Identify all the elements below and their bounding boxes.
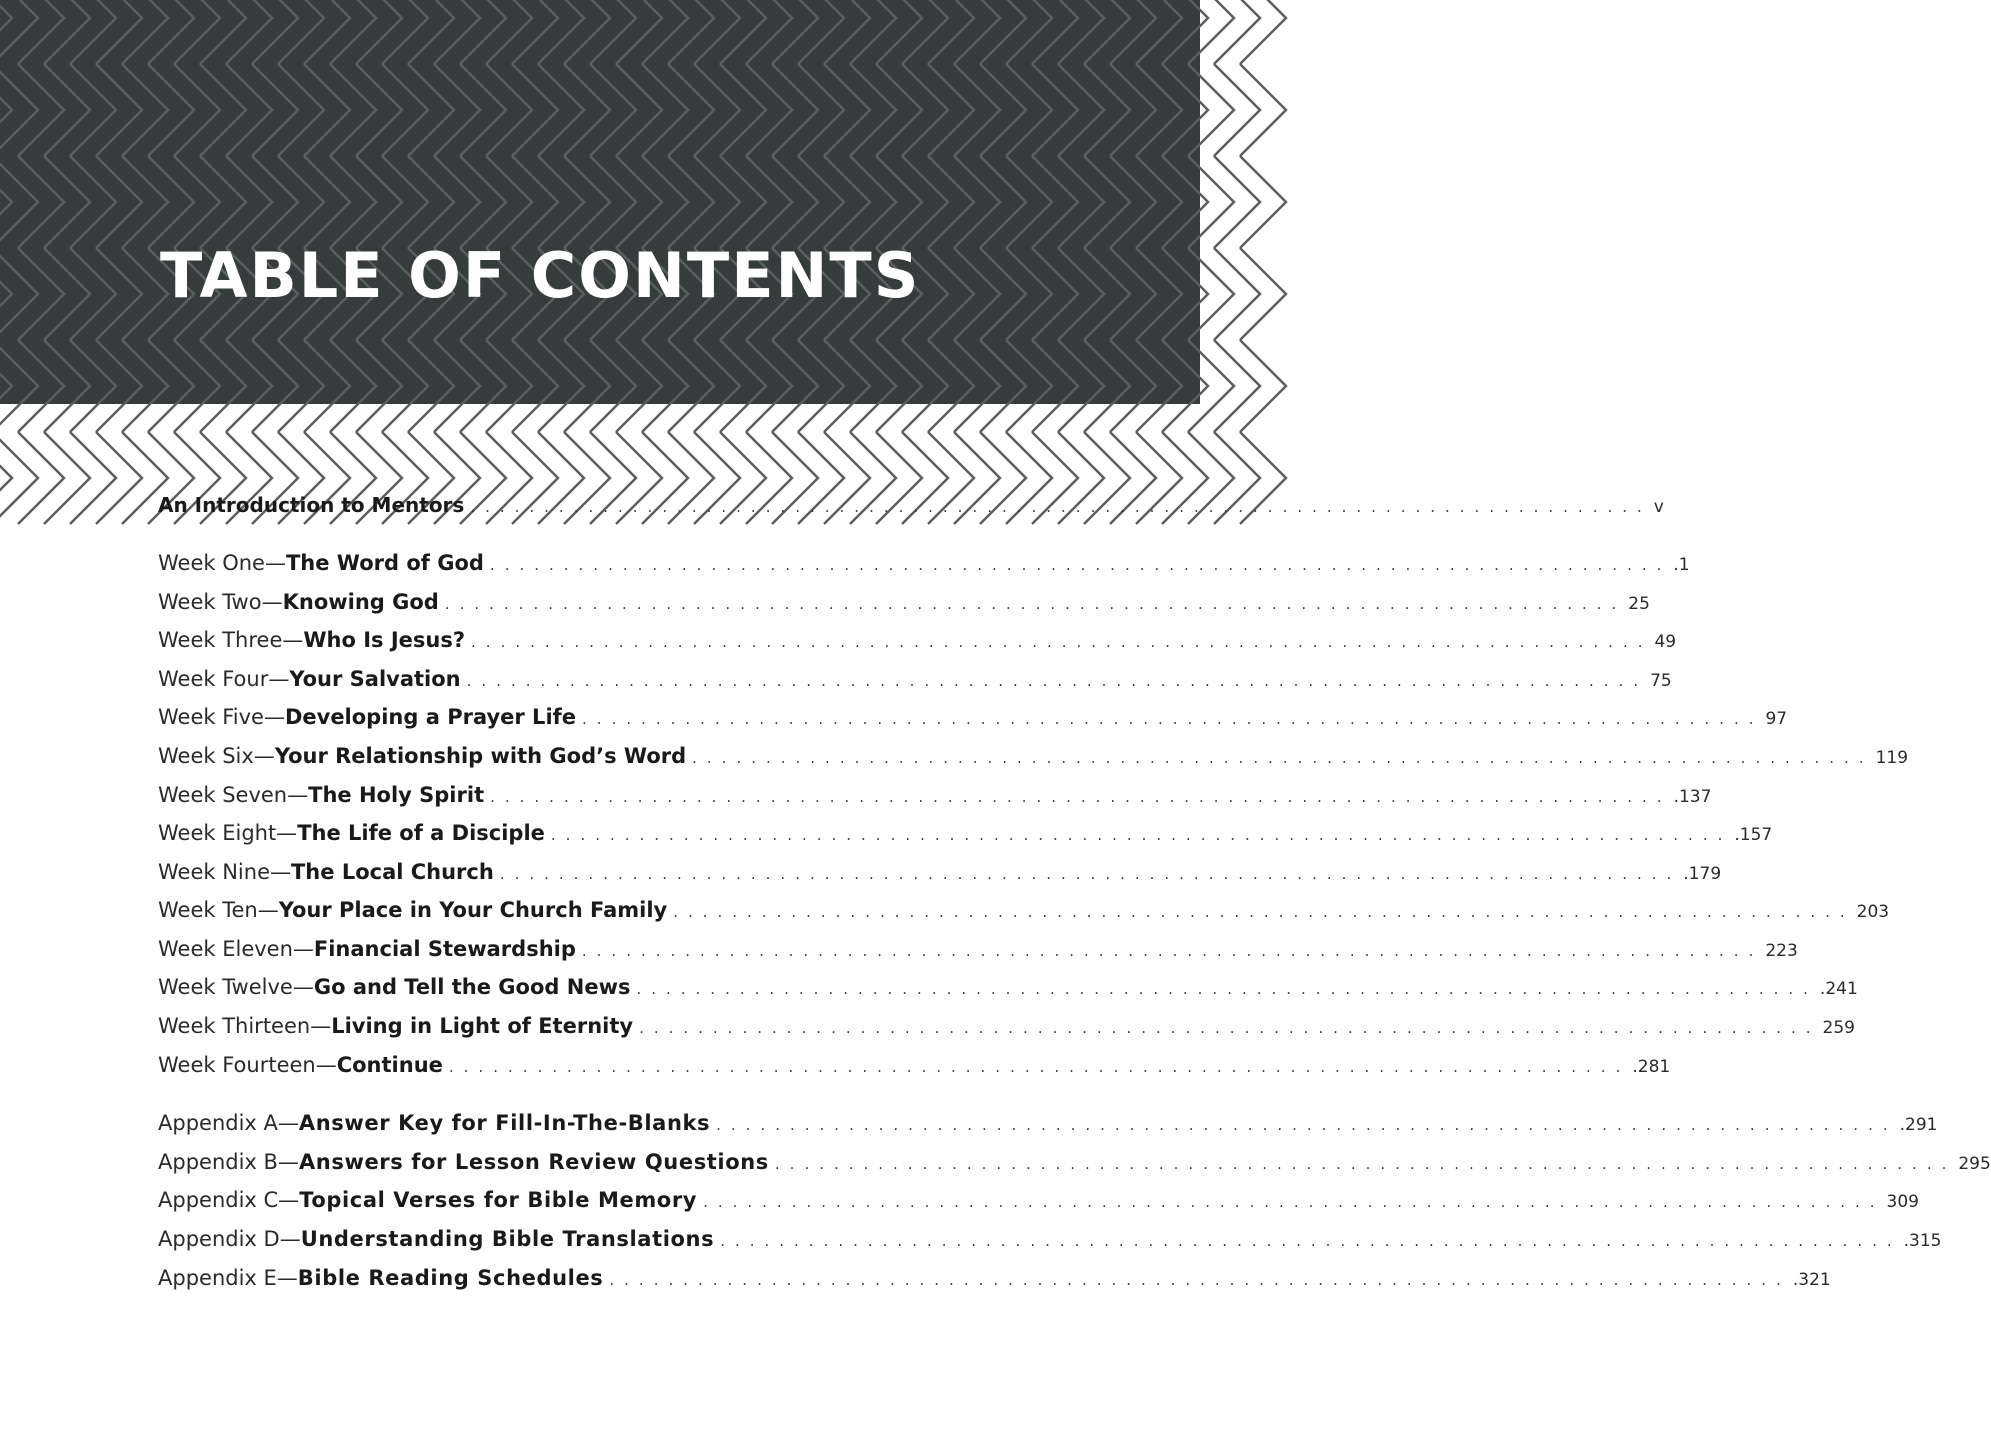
toc-entry-week[interactable]	[158, 895, 1890, 925]
toc-entry-week[interactable]	[158, 972, 1858, 1002]
dot-leader: ................................................................................	[609, 1271, 1791, 1289]
herringbone-pattern	[0, 0, 1200, 404]
toc-page-number: .137	[1673, 787, 1712, 807]
toc-entry-label	[158, 934, 576, 964]
dot-leader: ................................................................................	[716, 1116, 1898, 1134]
toc-entry-prefix: Week Five—	[158, 705, 285, 729]
header-banner	[0, 0, 1200, 404]
toc-entry-title: Knowing God	[282, 590, 439, 614]
toc-page-number: .241	[1819, 979, 1858, 999]
dot-leader: ................................................................................	[490, 788, 1672, 806]
toc-entry-prefix: Week Fourteen—	[158, 1053, 337, 1077]
toc-entry-label	[158, 1050, 443, 1080]
toc-entry-prefix: Appendix E—	[158, 1266, 298, 1290]
toc-entry-label	[158, 1263, 603, 1293]
toc-entry-label	[158, 702, 576, 732]
dot-leader: ................................................................................	[550, 826, 1733, 844]
toc-entry-week[interactable]	[158, 702, 1788, 732]
toc-entry-prefix: Appendix C—	[158, 1188, 300, 1212]
toc-entry-label	[158, 587, 439, 617]
toc-entry-label	[158, 548, 484, 578]
toc-page-number: .179	[1683, 864, 1722, 884]
toc-entry-title: Topical Verses for Bible Memory	[299, 1188, 698, 1212]
toc-page-number: .157	[1734, 825, 1773, 845]
toc-entry-title: Your Salvation	[289, 667, 461, 691]
toc-entry-prefix: Week Three—	[158, 628, 304, 652]
toc-entry-title: Your Place in Your Church Family	[278, 898, 668, 922]
toc-entry-week[interactable]	[158, 1050, 1671, 1080]
toc-entry-title: An Introduction to Mentors	[158, 493, 465, 517]
toc-entry-prefix: Week Seven—	[158, 783, 309, 807]
toc-page-number: .315	[1903, 1231, 1942, 1251]
toc-entry-label	[158, 1108, 710, 1138]
toc-page-number: 203	[1856, 902, 1890, 922]
toc-entry-title: Continue	[336, 1053, 443, 1077]
dot-leader: ................................................................................	[636, 980, 1818, 998]
toc-page-number: 97	[1765, 709, 1788, 729]
dot-leader: ................................................................................	[774, 1155, 1957, 1173]
page-title: TABLE OF CONTENTS	[160, 239, 921, 312]
toc-entry-prefix: Week Ten—	[158, 898, 279, 922]
dot-leader: ................................................................................	[581, 942, 1764, 960]
toc-entry-label	[158, 818, 545, 848]
toc-entry-label	[158, 895, 667, 925]
toc-entry-label	[158, 664, 461, 694]
toc-entry-label	[158, 1224, 714, 1254]
toc-entry-title: Answers for Lesson Review Questions	[298, 1150, 769, 1174]
dot-leader: ................................................................................	[673, 903, 1855, 921]
toc-entry-title: The Holy Spirit	[308, 783, 485, 807]
toc-entry-prefix: Week One—	[158, 551, 286, 575]
toc-entry-week[interactable]	[158, 818, 1773, 848]
toc-entry-prefix: Week Eight—	[158, 821, 298, 845]
toc-entry-title: Developing a Prayer Life	[284, 705, 577, 729]
toc-entry-prefix: Week Eleven—	[158, 937, 314, 961]
toc-entry-appendix[interactable]	[158, 1224, 1942, 1254]
toc-page-number: .291	[1899, 1115, 1938, 1135]
toc-entry-title: The Local Church	[290, 860, 494, 884]
toc-entry-label	[158, 625, 465, 655]
dot-leader: ................................................................................	[444, 595, 1627, 613]
toc-entry-appendix[interactable]	[158, 1185, 1919, 1215]
toc-page-number: 295	[1958, 1154, 1991, 1174]
toc-page-number: .321	[1792, 1270, 1831, 1290]
dot-leader: ................................................................................	[720, 1232, 1902, 1250]
toc-entry-label	[158, 972, 630, 1002]
dot-leader: ................................................................................	[470, 498, 1652, 516]
toc-entry-week[interactable]	[158, 1011, 1855, 1041]
toc-entry-prefix: Appendix B—	[158, 1150, 299, 1174]
toc-entry-prefix: Appendix A—	[158, 1111, 299, 1135]
toc-entry-prefix: Appendix D—	[158, 1227, 301, 1251]
toc-page-number: 223	[1765, 941, 1798, 961]
toc-entry-week[interactable]	[158, 548, 1690, 578]
dot-leader: ................................................................................	[466, 672, 1649, 690]
toc-entry-week[interactable]	[158, 741, 1909, 771]
dot-leader: ................................................................................	[692, 749, 1874, 767]
toc-entry-label	[158, 1147, 769, 1177]
toc-page-number: .281	[1632, 1057, 1671, 1077]
toc-entry-label	[158, 741, 686, 771]
toc-entry-prefix: Week Two—	[158, 590, 283, 614]
toc-entry-title: Who Is Jesus?	[303, 628, 466, 652]
toc-entry-week[interactable]	[158, 934, 1798, 964]
toc-entry-week[interactable]	[158, 587, 1650, 617]
toc-entry-title: Your Relationship with God’s Word	[274, 744, 687, 768]
toc-page-number: 25	[1628, 594, 1650, 614]
toc-page-number: .1	[1673, 555, 1690, 575]
dot-leader: ................................................................................	[703, 1193, 1885, 1211]
toc-entry-week[interactable]	[158, 780, 1712, 810]
toc-entry-title: Bible Reading Schedules	[297, 1266, 604, 1290]
toc-entry-appendix[interactable]	[158, 1108, 1938, 1138]
toc-entry-prefix: Week Nine—	[158, 860, 291, 884]
toc-page-number: v	[1653, 497, 1664, 517]
toc-entry-title: Answer Key for Fill-In-The-Blanks	[298, 1111, 711, 1135]
toc-entry-appendix[interactable]	[158, 1147, 1991, 1177]
toc-entry-week[interactable]	[158, 664, 1672, 694]
toc-entry-title: The Word of God	[285, 551, 484, 575]
dot-leader: ................................................................................	[639, 1019, 1821, 1037]
dot-leader: ................................................................................	[471, 633, 1653, 651]
toc-page-number: 259	[1822, 1018, 1855, 1038]
toc-entry-appendix[interactable]	[158, 1263, 1831, 1293]
toc-entry-intro[interactable]	[158, 490, 1664, 520]
toc-page-number: 75	[1650, 671, 1672, 691]
toc-entry-label	[158, 490, 464, 520]
toc-entry-label	[158, 780, 484, 810]
dot-leader: ................................................................................	[582, 710, 1764, 728]
dot-leader: ................................................................................	[499, 865, 1682, 883]
toc-entry-title: Living in Light of Eternity	[331, 1014, 634, 1038]
toc-entry-title: Understanding Bible Translations	[300, 1227, 715, 1251]
toc-entry-prefix: Week Twelve—	[158, 975, 314, 999]
toc-entry-label	[158, 1011, 633, 1041]
dot-leader: ................................................................................	[489, 556, 1672, 574]
toc-entry-title: The Life of a Disciple	[297, 821, 545, 845]
toc-entry-label	[158, 1185, 697, 1215]
toc-page-number: 309	[1886, 1192, 1919, 1212]
toc-entry-week[interactable]	[158, 857, 1722, 887]
toc-entry-week[interactable]	[158, 625, 1677, 655]
toc-entry-prefix: Week Thirteen—	[158, 1014, 332, 1038]
toc-entry-title: Go and Tell the Good News	[313, 975, 631, 999]
toc-entry-title: Financial Stewardship	[313, 937, 576, 961]
toc-entry-label	[158, 857, 494, 887]
dot-leader: ................................................................................	[448, 1058, 1631, 1076]
toc-entry-prefix: Week Six—	[158, 744, 275, 768]
toc-entry-prefix: Week Four—	[158, 667, 290, 691]
toc-page-number: 119	[1875, 748, 1909, 768]
toc-page-number: 49	[1654, 632, 1677, 652]
